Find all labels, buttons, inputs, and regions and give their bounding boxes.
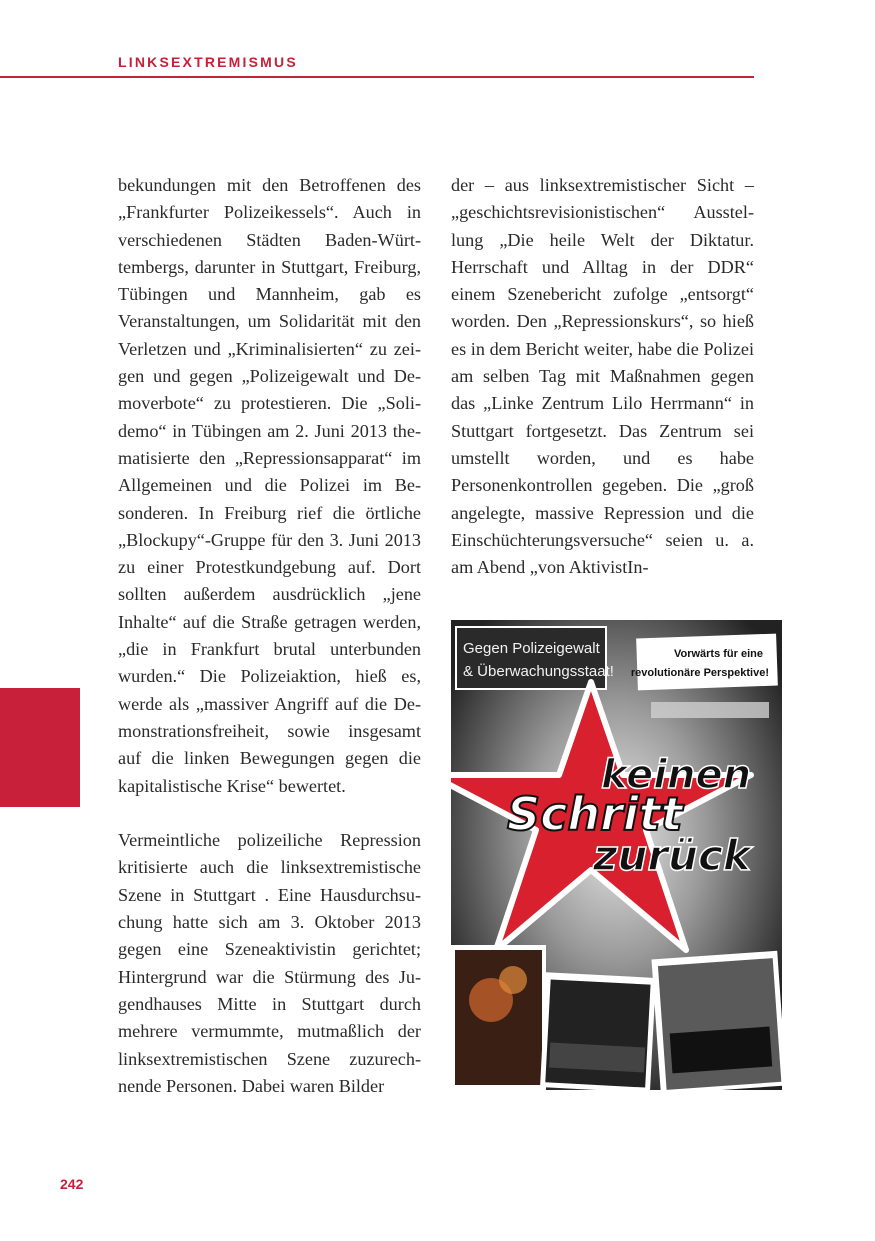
poster-top-right-box	[631, 634, 778, 691]
left-paragraph-1: bekundungen mit den Betroffenen des „Frankfurter Polizeikessels“. Auch in verschiedenen Städten Baden-Württembergs, darunter in Stuttgart, Freiburg, Tübingen und Mannheim, gab es Veranstaltungen, um Solidarität mit den Verletzen und „Kriminalisierten“ zu zeigen und gegen „Polizeigewalt und Demoverbote“ zu protestieren. Die „Solidemo“ in Tübingen am 2. Juni 2013 thematisierte den „Repressionsapparat“ im Allgemeinen und die Polizei im Besonderen. In Freiburg rief die örtliche „Blockupy“-Gruppe für den 3. Juni 2013 zu einer Protestkundgebung auf. Dort sollten außerdem ausdrücklich „jene Inhalte“ auf die Straße getragen werden, „die in Frankfurt brutal unterbunden wurden.“ Die Polizeiaktion, hieß es, werde als „massiver Angriff auf die Demonstrationsfreiheit, sowie insgesamt auf die linken Bewegungen gegen die kapitalistische Krise“ bewertet.	[118, 175, 421, 796]
poster-blurred-strip	[651, 702, 769, 718]
header-rule	[0, 76, 754, 78]
section-header: LINKSEXTREMISMUS	[118, 54, 298, 70]
protest-poster-image	[451, 620, 782, 1090]
poster-slogan-line1: keinen	[601, 752, 752, 798]
poster-top-right-line1: Vorwärts für eine	[673, 648, 763, 660]
chapter-side-tab	[0, 688, 80, 807]
left-column	[118, 172, 421, 1100]
page-number: 242	[60, 1176, 84, 1192]
poster-top-left-line1: Gegen Polizeigewalt	[463, 640, 600, 657]
right-paragraph-1: der – aus linksextremistischer Sicht – „geschichtsrevisionistischen“ Ausstellung „Die heile Welt der Diktatur. Herrschaft und Alltag in der DDR“ einem Szenebericht zufolge „entsorgt“ worden. Den „Repressionskurs“, so hieß es in dem Bericht weiter, habe die Polizei am selben Tag mit Maßnahmen gegen das „Linke Zentrum Lilo Herrmann“ in Stuttgart fortgesetzt. Das Zentrum sei umstellt worden, und es habe Personenkontrollen gegeben. Die „groß angelegte, massive Repression und die Einschüchterungsversuche“ seien u. a. am Abend „von AktivistIn-	[451, 175, 754, 578]
poster-top-left-line2: & Überwachungsstaat!	[463, 663, 614, 680]
poster-top-right-line2: revolutionäre Perspektive!	[630, 667, 769, 679]
poster-slogan-line3: zurück	[593, 831, 751, 880]
left-paragraph-2: Vermeintliche polizeiliche Repression kritisierte auch die linksextremistische Szene in Stuttgart . Eine Hausdurchsuchung hatte sich am 3. Oktober 2013 gegen eine Szeneaktivistin gerichtet; Hintergrund war die Stürmung des Jugendhauses Mitte in Stuttgart durch mehrere vermummte, mutmaßlich der linksextremistischen Szene zuzurechnende Personen. Dabei waren Bilder	[118, 830, 421, 1096]
right-column	[451, 172, 754, 581]
poster-slogan-line2: Schritt	[507, 787, 683, 841]
